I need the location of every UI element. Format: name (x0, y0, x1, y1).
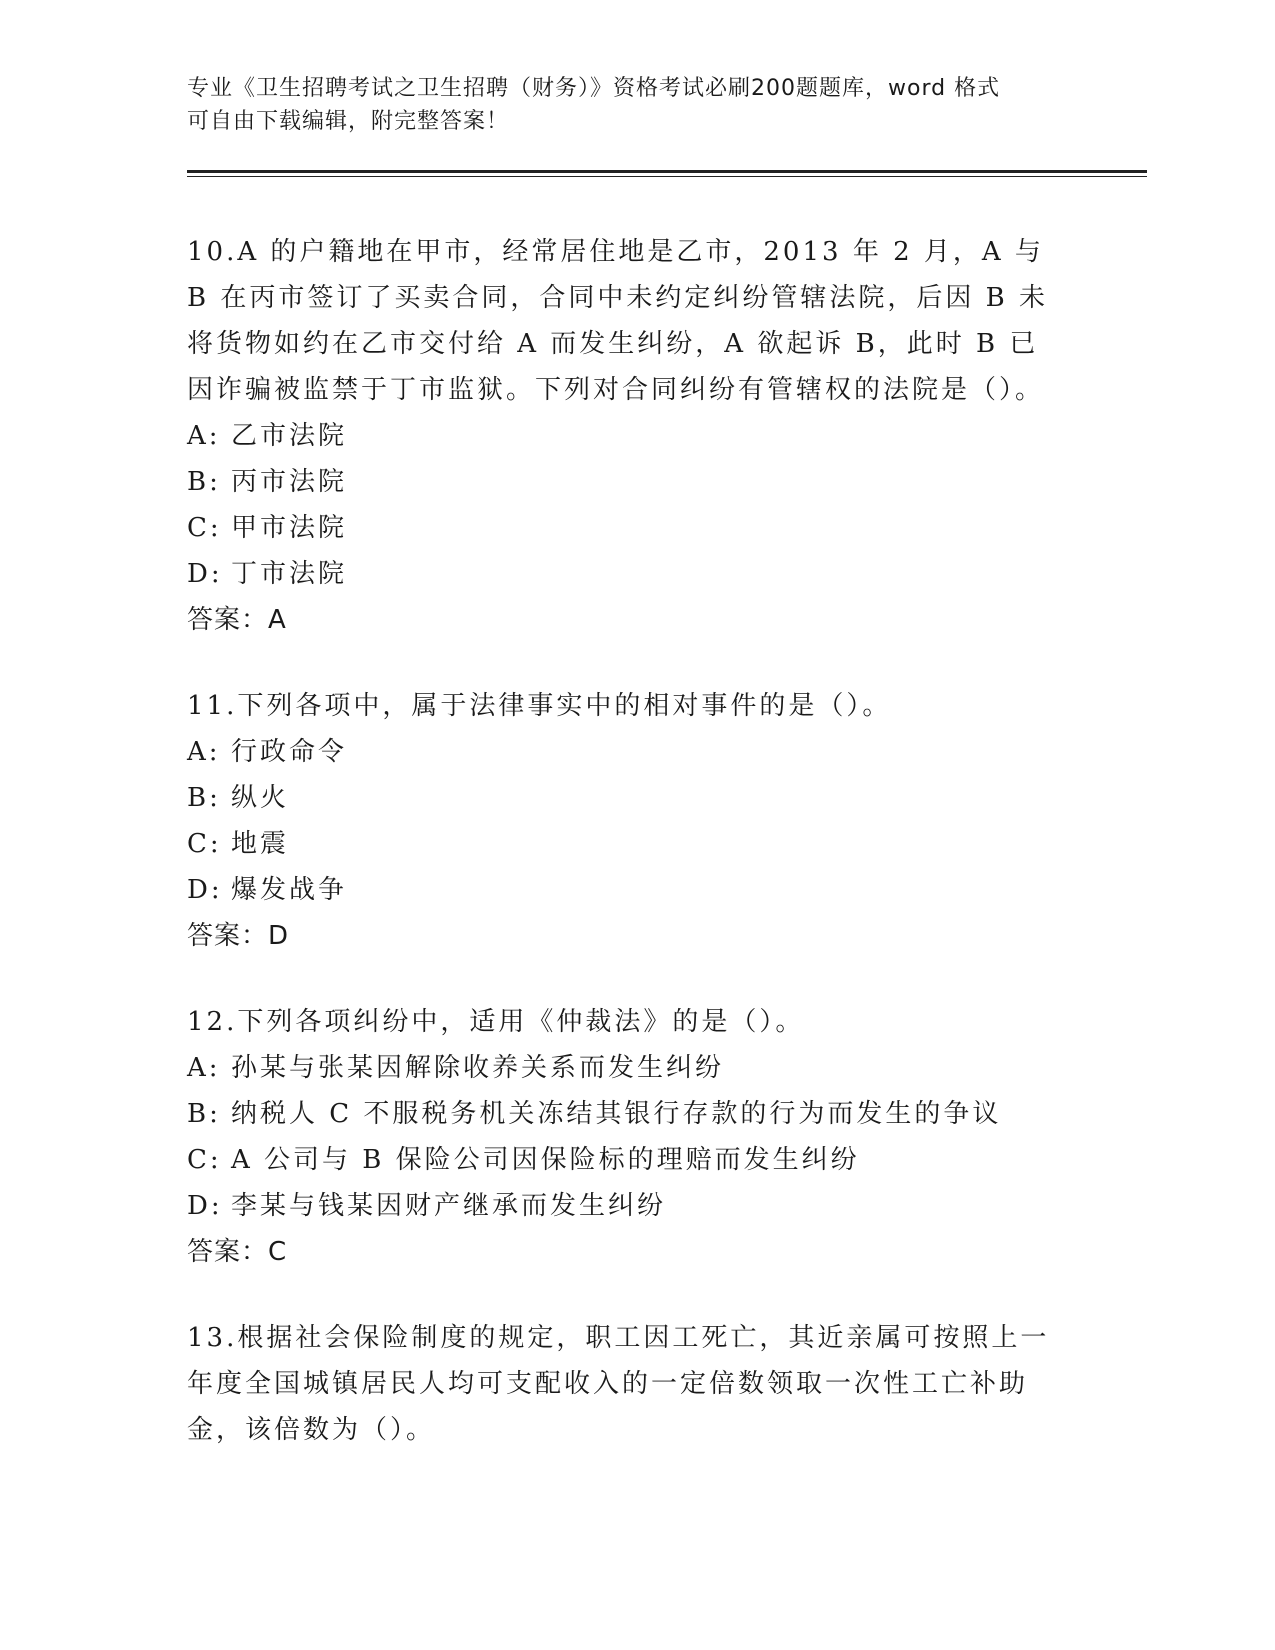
option-key: A: (187, 737, 221, 767)
question-text: 13.根据社会保险制度的规定，职工因工死亡，其近亲属可按照上一年度全国城镇居民人均可支配收入的一定倍数领取一次性工亡补助金，该倍数为（）。 (187, 1323, 1050, 1445)
option-c (187, 505, 1147, 551)
option-text: 孙某与张某因解除收养关系而发生纠纷 (231, 1053, 725, 1083)
document-page (187, 72, 1147, 1453)
option-key: A: (187, 421, 221, 451)
option-c (187, 821, 1147, 867)
option-a (187, 1045, 1147, 1091)
header-divider (187, 170, 1147, 177)
document-header (187, 72, 1067, 138)
option-text: A 公司与 B 保险公司因保险标的理赔而发生纠纷 (231, 1145, 860, 1175)
option-c (187, 1137, 1147, 1183)
option-a (187, 413, 1147, 459)
option-b (187, 775, 1147, 821)
option-text: 行政命令 (231, 737, 348, 767)
question-10 (187, 229, 1147, 643)
option-d (187, 1183, 1147, 1229)
option-key: D: (187, 875, 223, 905)
question-text: 10.A 的户籍地在甲市，经常居住地是乙市，2013 年 2 月，A 与 B 在丙市签订了买卖合同，合同中未约定纠纷管辖法院，后因 B 未将货物如约在乙市交付给 A 而发生纠纷，A 欲起诉 B，此时 B 已因诈骗被监禁于丁市监狱。下列对合同纠纷有管辖权的法院是（）。 (187, 237, 1049, 405)
option-key: C: (187, 829, 222, 859)
option-key: C: (187, 513, 222, 543)
option-d (187, 867, 1147, 913)
option-text: 爆发战争 (231, 875, 348, 905)
question-12 (187, 999, 1147, 1275)
option-key: D: (187, 559, 223, 589)
option-key: B: (187, 467, 221, 497)
answer-label: 答案：D (187, 921, 290, 951)
option-text: 李某与钱某因财产继承而发生纠纷 (231, 1191, 667, 1221)
header-line-1: 专业《卫生招聘考试之卫生招聘（财务）》资格考试必刷200题题库，word 格式 (187, 76, 1001, 101)
option-key: B: (187, 1099, 221, 1129)
question-text: 11.下列各项中，属于法律事实中的相对事件的是（）。 (187, 691, 892, 721)
option-text: 甲市法院 (231, 513, 348, 543)
option-key: D: (187, 1191, 223, 1221)
question-text: 12.下列各项纠纷中，适用《仲裁法》的是（）。 (187, 1007, 805, 1037)
option-d (187, 551, 1147, 597)
question-11 (187, 683, 1147, 959)
option-a (187, 729, 1147, 775)
option-key: C: (187, 1145, 222, 1175)
question-13 (187, 1315, 1147, 1453)
option-text: 地震 (231, 829, 290, 859)
option-text: 丁市法院 (231, 559, 348, 589)
option-text: 纳税人 C 不服税务机关冻结其银行存款的行为而发生的争议 (231, 1099, 1002, 1129)
answer-label: 答案：C (187, 1237, 288, 1267)
option-key: B: (187, 783, 221, 813)
option-text: 丙市法院 (231, 467, 348, 497)
header-line-2: 可自由下载编辑，附完整答案！ (187, 109, 510, 134)
option-key: A: (187, 1053, 221, 1083)
option-text: 乙市法院 (231, 421, 348, 451)
option-text: 纵火 (231, 783, 290, 813)
option-b (187, 459, 1147, 505)
answer-label: 答案：A (187, 605, 287, 635)
option-b (187, 1091, 1147, 1137)
